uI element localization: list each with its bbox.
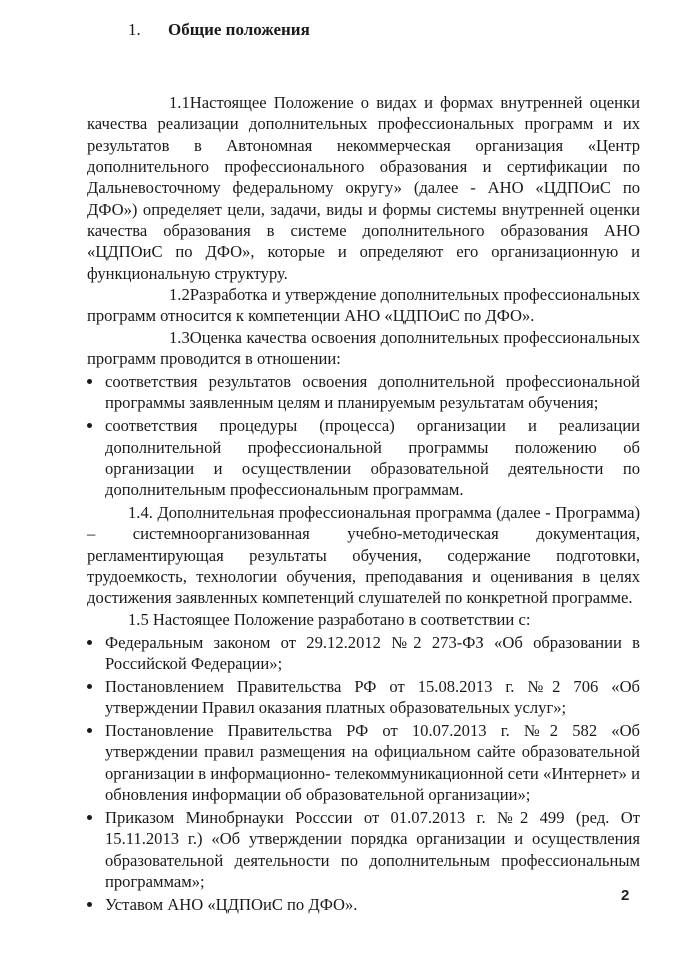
bullet-list-1-5 (87, 632, 640, 915)
paragraph-1-3 (87, 327, 640, 370)
list-item (87, 415, 640, 500)
clause-number: 1.3 (169, 327, 190, 347)
list-item-text: Постановлением Правительства РФ от 15.08.2013 г. №2 706 «Об утверждении Правил оказания платных образовательных услуг»; (105, 676, 640, 718)
clause-text: Настоящее Положение о видах и формах внутренней оценки качества реализации дополнительных профессиональных программ и их результатов в Автономная некоммерческая организация «Центр дополнительного профессионального образования и сертификации по Дальневосточному федеральному округу» (далее - АНО «ЦДПОиС по ДФО») определяет цели, задачи, виды и формы системы внутренней оценки качества образования в системе дополнительного образования АНО «ЦДПОиС по ДФО», которые и определяют его организационную и функциональную структуру. (87, 93, 640, 283)
list-item (87, 720, 640, 805)
paragraph-1-1 (87, 92, 640, 284)
bullet-icon (87, 423, 92, 428)
bullet-list-1-3 (87, 371, 640, 501)
section-title: Общие положения (168, 20, 310, 39)
clause-text: Оценка качества освоения дополнительных профессиональных программ проводится в отношении: (87, 327, 640, 369)
bullet-icon (87, 815, 92, 820)
list-item (87, 894, 640, 915)
list-item-text: Уставом АНО «ЦДПОиС по ДФО». (105, 894, 358, 914)
list-item-text: соответствия результатов освоения дополнительной профессиональной программы заявленным целям и планируемым результатам обучения; (105, 371, 640, 413)
clause-number: 1.1 (169, 93, 190, 112)
list-item-text: Федеральным законом от 29.12.2012 №2 273-ФЗ «Об образовании в Российской Федерации»; (105, 632, 640, 673)
bullet-icon (87, 379, 92, 384)
paragraph-1-4: 1.4. Дополнительная профессиональная программа (далее - Программа) – системноорганизованная учебно-методическая документация, регламентирующая результаты обучения, содержание подготовки, трудоемкость, технологии обучения, преподавания и оценивания в целях достижения заявленных компетенций слушателей по конкретной программе. (87, 503, 640, 608)
clause-number: 1.2 (169, 285, 190, 305)
paragraph-1-2 (87, 284, 640, 327)
document-body (87, 92, 640, 917)
bullet-icon (87, 902, 92, 907)
list-item-text: Приказом Минобрнауки Росссии от 01.07.2013 г. №2 499 (ред. От 15.11.2013 г.) «Об утверждении порядка организации и осуществления образовательной деятельности по дополнительным профессиональным программам»; (105, 807, 640, 891)
bullet-icon (87, 640, 92, 645)
list-item-text: соответствия процедуры (процесса) организации и реализации дополнительной профессиональной программы положению об организации и осуществлении образовательной деятельности по дополнительным профессиональным программам. (105, 416, 640, 500)
list-item (87, 632, 640, 675)
bullet-icon (87, 684, 92, 689)
section-heading (128, 19, 310, 41)
clause-text: Разработка и утверждение дополнительных профессиональных программ относится к компетенции АНО «ЦДПОиС по ДФО». (87, 285, 640, 326)
paragraph-1-5: 1.5 Настоящее Положение разработано в соответствии с: (128, 609, 531, 629)
section-number: 1. (128, 20, 141, 39)
list-item (87, 807, 640, 892)
bullet-icon (87, 728, 92, 733)
page-number: 2 (621, 887, 630, 904)
list-item-text: Постановление Правительства РФ от 10.07.2013 г. №2 582 «Об утверждении правил размещения на официальном сайте образовательной организации в информационно- телекоммуникационной сети «Интернет» и обновления информации об образовательной организации»; (105, 720, 640, 804)
list-item (87, 371, 640, 414)
list-item (87, 676, 640, 719)
